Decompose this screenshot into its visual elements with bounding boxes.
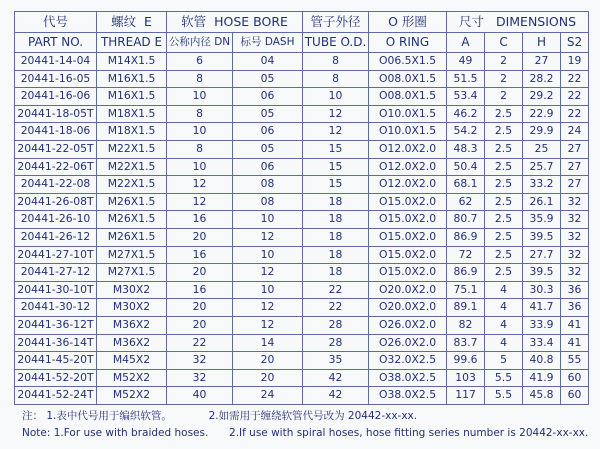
cell-part-no: 20441-14-04 bbox=[15, 53, 97, 71]
cell-dn: 6 bbox=[167, 53, 233, 71]
table-row bbox=[15, 228, 589, 246]
cell-thread: M26X1.5 bbox=[97, 193, 167, 211]
cell-part-no: 20441-22-08 bbox=[15, 176, 97, 194]
cell-dim-c: 2 bbox=[485, 53, 523, 71]
cell-dash: 10 bbox=[233, 281, 303, 299]
cell-dim-s2: 27 bbox=[561, 158, 589, 176]
header-tube-cn: 管子外径 bbox=[303, 12, 369, 33]
cell-part-no: 20441-16-06 bbox=[15, 88, 97, 106]
fitting-spec-table bbox=[14, 11, 589, 405]
cell-tube-od: 22 bbox=[303, 281, 369, 299]
header-oring: O RING bbox=[369, 33, 447, 53]
cell-o-ring: O12.0X2.0 bbox=[369, 140, 447, 158]
table-row bbox=[15, 176, 589, 194]
cell-dim-a: 72 bbox=[447, 246, 485, 264]
table-row bbox=[15, 193, 589, 211]
cell-dim-h: 27 bbox=[523, 53, 561, 71]
cell-dash: 08 bbox=[233, 193, 303, 211]
cell-dim-s2: 41 bbox=[561, 316, 589, 334]
cell-dash: 04 bbox=[233, 53, 303, 71]
cell-dim-s2: 36 bbox=[561, 281, 589, 299]
cell-dim-a: 53.4 bbox=[447, 88, 485, 106]
table-header bbox=[15, 12, 589, 53]
cell-dn: 8 bbox=[167, 140, 233, 158]
cell-dim-c: 2 bbox=[485, 70, 523, 88]
cell-dim-h: 41.7 bbox=[523, 299, 561, 317]
cell-thread: M22X1.5 bbox=[97, 158, 167, 176]
cell-tube-od: 22 bbox=[303, 299, 369, 317]
cell-dim-h: 33.2 bbox=[523, 176, 561, 194]
cell-part-no: 20441-30-12 bbox=[15, 299, 97, 317]
cell-dim-a: 89.1 bbox=[447, 299, 485, 317]
cell-part-no: 20441-26-08T bbox=[15, 193, 97, 211]
cell-tube-od: 8 bbox=[303, 53, 369, 71]
cell-thread: M16X1.5 bbox=[97, 70, 167, 88]
cell-dash: 20 bbox=[233, 369, 303, 387]
cell-dim-s2: 24 bbox=[561, 123, 589, 141]
cell-dim-h: 27.7 bbox=[523, 246, 561, 264]
cell-dim-s2: 19 bbox=[561, 53, 589, 71]
cell-dn: 12 bbox=[167, 176, 233, 194]
cell-dim-s2: 60 bbox=[561, 387, 589, 405]
cell-dn: 8 bbox=[167, 70, 233, 88]
header-dn: 公称内径 DN bbox=[167, 33, 233, 53]
cell-dn: 32 bbox=[167, 369, 233, 387]
cell-dim-h: 25.7 bbox=[523, 158, 561, 176]
cell-o-ring: O15.0X2.0 bbox=[369, 264, 447, 282]
cell-dn: 22 bbox=[167, 334, 233, 352]
cell-dim-c: 4 bbox=[485, 299, 523, 317]
note-en-2: 2.If use with spiral hoses, hose fitting series number is 20442-xx-xx. bbox=[229, 427, 589, 439]
cell-o-ring: O12.0X2.0 bbox=[369, 158, 447, 176]
cell-o-ring: O12.0X2.0 bbox=[369, 176, 447, 194]
cell-dim-h: 39.5 bbox=[523, 228, 561, 246]
cell-dash: 12 bbox=[233, 299, 303, 317]
cell-dn: 12 bbox=[167, 193, 233, 211]
cell-dim-c: 5.5 bbox=[485, 387, 523, 405]
cell-tube-od: 12 bbox=[303, 105, 369, 123]
table-row bbox=[15, 387, 589, 405]
table-row bbox=[15, 70, 589, 88]
cell-dim-a: 99.6 bbox=[447, 352, 485, 370]
cell-thread: M27X1.5 bbox=[97, 246, 167, 264]
cell-dim-c: 2.5 bbox=[485, 140, 523, 158]
cell-dim-c: 2.5 bbox=[485, 123, 523, 141]
notes bbox=[22, 408, 588, 442]
cell-dim-h: 41.9 bbox=[523, 369, 561, 387]
cell-dim-c: 2.5 bbox=[485, 158, 523, 176]
cell-dim-h: 30.3 bbox=[523, 281, 561, 299]
cell-dim-c: 5.5 bbox=[485, 369, 523, 387]
header-dash: 标号 DASH bbox=[233, 33, 303, 53]
cell-part-no: 20441-36-14T bbox=[15, 334, 97, 352]
cell-dn: 10 bbox=[167, 123, 233, 141]
cell-thread: M22X1.5 bbox=[97, 176, 167, 194]
cell-dim-c: 2.5 bbox=[485, 264, 523, 282]
cell-dim-h: 45.8 bbox=[523, 387, 561, 405]
cell-thread: M36X2 bbox=[97, 334, 167, 352]
header-tube-od: TUBE O.D. bbox=[303, 33, 369, 53]
cell-tube-od: 18 bbox=[303, 246, 369, 264]
cell-thread: M18X1.5 bbox=[97, 105, 167, 123]
cell-o-ring: O15.0X2.0 bbox=[369, 193, 447, 211]
cell-dn: 10 bbox=[167, 158, 233, 176]
cell-dim-c: 4 bbox=[485, 334, 523, 352]
header-s2: S2 bbox=[561, 33, 589, 53]
header-c: C bbox=[485, 33, 523, 53]
cell-tube-od: 42 bbox=[303, 387, 369, 405]
cell-part-no: 20441-26-12 bbox=[15, 228, 97, 246]
cell-dim-s2: 32 bbox=[561, 211, 589, 229]
header-h: H bbox=[523, 33, 561, 53]
cell-o-ring: O26.0X2.0 bbox=[369, 334, 447, 352]
cell-dim-c: 2.5 bbox=[485, 246, 523, 264]
cell-dim-a: 62 bbox=[447, 193, 485, 211]
cell-dn: 16 bbox=[167, 246, 233, 264]
cell-thread: M52X2 bbox=[97, 387, 167, 405]
cell-dim-a: 54.2 bbox=[447, 123, 485, 141]
cell-dash: 05 bbox=[233, 70, 303, 88]
cell-dim-a: 82 bbox=[447, 316, 485, 334]
cell-dn: 20 bbox=[167, 316, 233, 334]
table-row bbox=[15, 246, 589, 264]
cell-tube-od: 42 bbox=[303, 369, 369, 387]
cell-dim-a: 48.3 bbox=[447, 140, 485, 158]
cell-tube-od: 18 bbox=[303, 228, 369, 246]
cell-part-no: 20441-18-05T bbox=[15, 105, 97, 123]
cell-o-ring: O38.0X2.5 bbox=[369, 387, 447, 405]
cell-dim-a: 46.2 bbox=[447, 105, 485, 123]
cell-dim-h: 29.2 bbox=[523, 88, 561, 106]
header-part-no: PART NO. bbox=[15, 33, 97, 53]
cell-part-no: 20441-30-10T bbox=[15, 281, 97, 299]
table-row bbox=[15, 264, 589, 282]
cell-dn: 32 bbox=[167, 352, 233, 370]
cell-dim-a: 80.7 bbox=[447, 211, 485, 229]
cell-tube-od: 28 bbox=[303, 316, 369, 334]
table-row bbox=[15, 140, 589, 158]
cell-o-ring: O20.0X2.0 bbox=[369, 299, 447, 317]
note-en-1: 1.For use with braided hoses. bbox=[53, 427, 209, 439]
cell-dim-h: 33.9 bbox=[523, 316, 561, 334]
cell-dim-c: 4 bbox=[485, 281, 523, 299]
cell-dim-c: 2.5 bbox=[485, 176, 523, 194]
notes-cn bbox=[22, 408, 588, 425]
cell-dim-c: 2.5 bbox=[485, 228, 523, 246]
cell-o-ring: O15.0X2.0 bbox=[369, 246, 447, 264]
table-row bbox=[15, 88, 589, 106]
cell-tube-od: 15 bbox=[303, 158, 369, 176]
cell-dim-s2: 22 bbox=[561, 105, 589, 123]
cell-part-no: 20441-26-10 bbox=[15, 211, 97, 229]
cell-thread: M26X1.5 bbox=[97, 211, 167, 229]
cell-dim-c: 4 bbox=[485, 316, 523, 334]
table-row bbox=[15, 211, 589, 229]
cell-dim-c: 5 bbox=[485, 352, 523, 370]
cell-o-ring: O38.0X2.5 bbox=[369, 369, 447, 387]
cell-dn: 16 bbox=[167, 281, 233, 299]
cell-dim-s2: 32 bbox=[561, 264, 589, 282]
cell-dash: 20 bbox=[233, 352, 303, 370]
cell-dim-c: 2.5 bbox=[485, 211, 523, 229]
cell-dim-s2: 27 bbox=[561, 140, 589, 158]
cell-dim-s2: 60 bbox=[561, 369, 589, 387]
cell-dim-h: 28.2 bbox=[523, 70, 561, 88]
table-row bbox=[15, 158, 589, 176]
cell-o-ring: O10.0X1.5 bbox=[369, 105, 447, 123]
header-dimensions: 尺寸 DIMENSIONS bbox=[447, 12, 589, 33]
header-thread-cn: 螺纹 E bbox=[97, 12, 167, 33]
cell-dash: 12 bbox=[233, 264, 303, 282]
cell-dim-a: 50.4 bbox=[447, 158, 485, 176]
cell-dn: 8 bbox=[167, 105, 233, 123]
cell-dim-s2: 41 bbox=[561, 334, 589, 352]
cell-dash: 06 bbox=[233, 158, 303, 176]
cell-dim-s2: 22 bbox=[561, 88, 589, 106]
cell-dim-a: 83.7 bbox=[447, 334, 485, 352]
cell-dash: 06 bbox=[233, 123, 303, 141]
cell-dash: 14 bbox=[233, 334, 303, 352]
cell-thread: M14X1.5 bbox=[97, 53, 167, 71]
header-code-cn: 代号 bbox=[15, 12, 97, 33]
table-body bbox=[15, 53, 589, 405]
cell-dim-a: 75.1 bbox=[447, 281, 485, 299]
cell-tube-od: 35 bbox=[303, 352, 369, 370]
cell-dim-s2: 32 bbox=[561, 228, 589, 246]
notes-cn-prefix: 注： bbox=[22, 410, 43, 422]
cell-dash: 08 bbox=[233, 176, 303, 194]
table-row bbox=[15, 281, 589, 299]
note-cn-1: 1.表中代号用于编织软管。 bbox=[46, 410, 172, 422]
table-row bbox=[15, 334, 589, 352]
cell-o-ring: O06.5X1.5 bbox=[369, 53, 447, 71]
cell-dash: 05 bbox=[233, 140, 303, 158]
cell-thread: M27X1.5 bbox=[97, 264, 167, 282]
cell-dash: 10 bbox=[233, 246, 303, 264]
cell-thread: M30X2 bbox=[97, 281, 167, 299]
cell-thread: M30X2 bbox=[97, 299, 167, 317]
cell-dim-a: 117 bbox=[447, 387, 485, 405]
cell-part-no: 20441-22-05T bbox=[15, 140, 97, 158]
note-cn-2: 2.如需用于缠绕软管代号改为 20442-xx-xx. bbox=[208, 410, 418, 422]
cell-dash: 10 bbox=[233, 211, 303, 229]
notes-en-prefix: Note: bbox=[22, 427, 51, 439]
cell-part-no: 20441-52-24T bbox=[15, 387, 97, 405]
cell-part-no: 20441-52-20T bbox=[15, 369, 97, 387]
cell-tube-od: 28 bbox=[303, 334, 369, 352]
cell-o-ring: O10.0X1.5 bbox=[369, 123, 447, 141]
table-row bbox=[15, 369, 589, 387]
cell-dim-s2: 32 bbox=[561, 246, 589, 264]
cell-dim-h: 29.9 bbox=[523, 123, 561, 141]
cell-dim-h: 35.9 bbox=[523, 211, 561, 229]
cell-tube-od: 18 bbox=[303, 193, 369, 211]
cell-o-ring: O20.0X2.0 bbox=[369, 281, 447, 299]
header-thread-e: THREAD E bbox=[97, 33, 167, 53]
cell-o-ring: O15.0X2.0 bbox=[369, 211, 447, 229]
cell-tube-od: 8 bbox=[303, 70, 369, 88]
header-hose-cn: 软管 HOSE BORE bbox=[167, 12, 303, 33]
cell-dash: 06 bbox=[233, 88, 303, 106]
table-row bbox=[15, 53, 589, 71]
cell-thread: M36X2 bbox=[97, 316, 167, 334]
cell-dn: 20 bbox=[167, 228, 233, 246]
table-row bbox=[15, 123, 589, 141]
cell-dim-h: 40.8 bbox=[523, 352, 561, 370]
table-row bbox=[15, 352, 589, 370]
cell-dim-s2: 32 bbox=[561, 193, 589, 211]
cell-dim-a: 68.1 bbox=[447, 176, 485, 194]
cell-part-no: 20441-16-05 bbox=[15, 70, 97, 88]
cell-dn: 40 bbox=[167, 387, 233, 405]
cell-dn: 20 bbox=[167, 264, 233, 282]
cell-tube-od: 10 bbox=[303, 88, 369, 106]
cell-dn: 20 bbox=[167, 299, 233, 317]
cell-dim-s2: 36 bbox=[561, 299, 589, 317]
cell-part-no: 20441-36-12T bbox=[15, 316, 97, 334]
cell-dim-h: 25 bbox=[523, 140, 561, 158]
table-row bbox=[15, 299, 589, 317]
cell-dim-a: 86.9 bbox=[447, 228, 485, 246]
cell-tube-od: 12 bbox=[303, 123, 369, 141]
cell-o-ring: O15.0X2.0 bbox=[369, 228, 447, 246]
cell-dim-s2: 22 bbox=[561, 70, 589, 88]
notes-en bbox=[22, 425, 588, 442]
cell-dim-c: 2.5 bbox=[485, 193, 523, 211]
cell-dim-s2: 27 bbox=[561, 176, 589, 194]
cell-dim-a: 51.5 bbox=[447, 70, 485, 88]
cell-dash: 12 bbox=[233, 316, 303, 334]
cell-part-no: 20441-18-06 bbox=[15, 123, 97, 141]
cell-thread: M22X1.5 bbox=[97, 140, 167, 158]
cell-thread: M52X2 bbox=[97, 369, 167, 387]
cell-dim-c: 2 bbox=[485, 88, 523, 106]
cell-dim-h: 26.1 bbox=[523, 193, 561, 211]
cell-o-ring: O32.0X2.5 bbox=[369, 352, 447, 370]
cell-thread: M18X1.5 bbox=[97, 123, 167, 141]
cell-thread: M45X2 bbox=[97, 352, 167, 370]
cell-dn: 10 bbox=[167, 88, 233, 106]
cell-dim-a: 86.9 bbox=[447, 264, 485, 282]
cell-dim-h: 39.5 bbox=[523, 264, 561, 282]
cell-part-no: 20441-45-20T bbox=[15, 352, 97, 370]
cell-thread: M26X1.5 bbox=[97, 228, 167, 246]
cell-dim-a: 103 bbox=[447, 369, 485, 387]
header-a: A bbox=[447, 33, 485, 53]
cell-dim-s2: 55 bbox=[561, 352, 589, 370]
cell-o-ring: O08.0X1.5 bbox=[369, 88, 447, 106]
cell-dash: 12 bbox=[233, 228, 303, 246]
cell-dim-a: 49 bbox=[447, 53, 485, 71]
cell-part-no: 20441-27-10T bbox=[15, 246, 97, 264]
cell-dash: 24 bbox=[233, 387, 303, 405]
cell-tube-od: 15 bbox=[303, 176, 369, 194]
table-row bbox=[15, 316, 589, 334]
cell-o-ring: O08.0X1.5 bbox=[369, 70, 447, 88]
cell-dim-h: 22.9 bbox=[523, 105, 561, 123]
cell-dim-h: 33.4 bbox=[523, 334, 561, 352]
table-row bbox=[15, 105, 589, 123]
cell-dim-c: 2.5 bbox=[485, 105, 523, 123]
header-oring-cn: O 形圈 bbox=[369, 12, 447, 33]
cell-part-no: 20441-27-12 bbox=[15, 264, 97, 282]
cell-tube-od: 15 bbox=[303, 140, 369, 158]
cell-tube-od: 18 bbox=[303, 264, 369, 282]
cell-part-no: 20441-22-06T bbox=[15, 158, 97, 176]
cell-o-ring: O26.0X2.0 bbox=[369, 316, 447, 334]
cell-thread: M16X1.5 bbox=[97, 88, 167, 106]
cell-dash: 05 bbox=[233, 105, 303, 123]
cell-tube-od: 18 bbox=[303, 211, 369, 229]
cell-dn: 16 bbox=[167, 211, 233, 229]
